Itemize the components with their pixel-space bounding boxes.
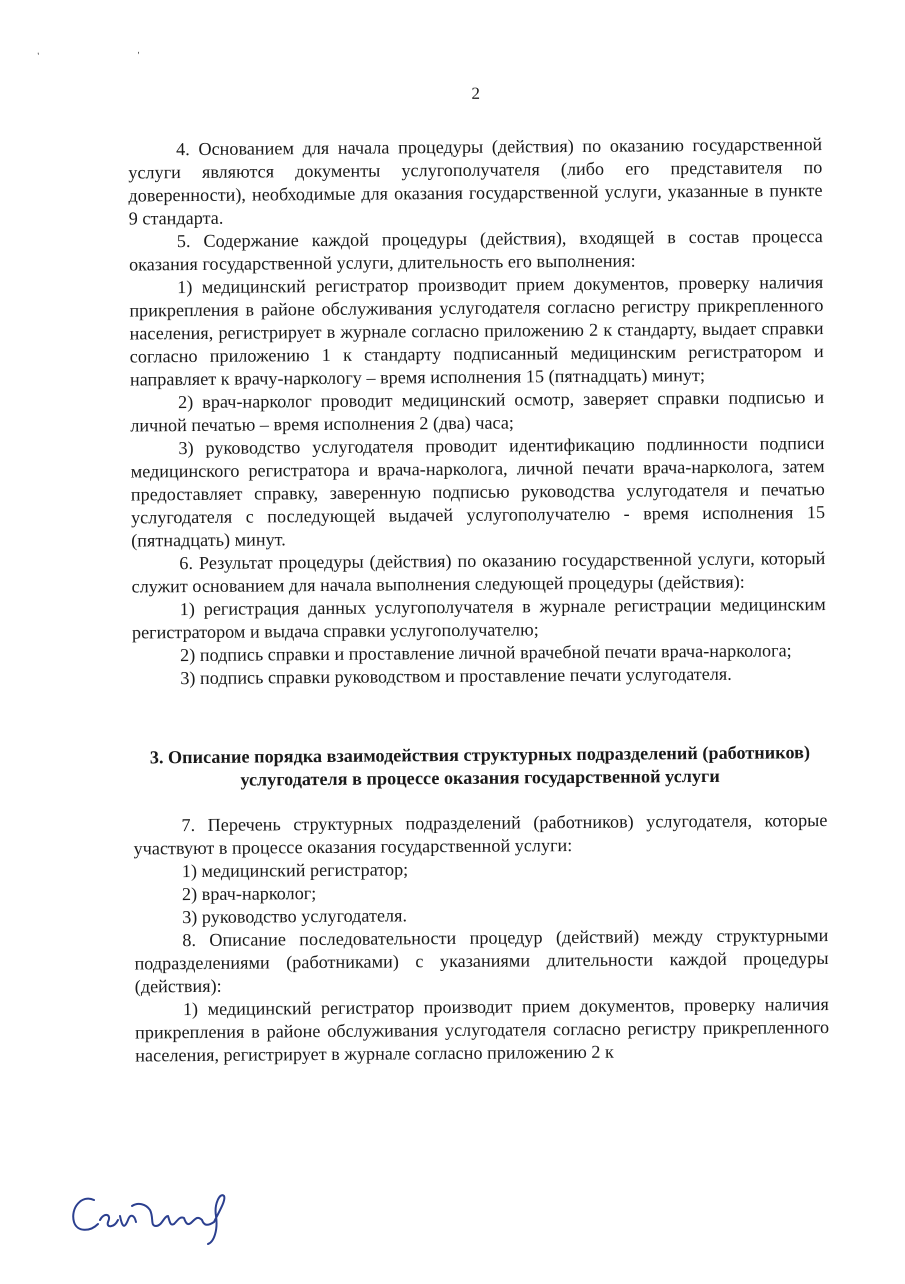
paragraph-5-item-3: 3) руководство услугодателя проводит идентификацию подлинности подписи медицинского регистратора и врача-нарколога, личной печати врача-нарколога, затем предоставляет справку, заверенную подписью руководства услугодателя и печатью услугодателя с последующей выдачей услугополучателю - время исполнения 15 (пятнадцать) минут. — [130, 433, 826, 551]
scan-specks: ' ' — [37, 50, 188, 63]
paragraph-4: 4. Основанием для начала процедуры (действия) по оказанию государственной услуги являются документы услугополучателя (либо его представителя по доверенности), необходимые для оказания государственной услуги, указанные в пункте 9 стандарта. — [128, 134, 823, 229]
paragraph-5-item-2: 2) врач-нарколог проводит медицинский осмотр, заверяет справки подписью и личной печатью – время исполнения 2 (два) часа; — [130, 387, 825, 436]
page-number: 2 — [471, 83, 481, 103]
paragraph-8: 8. Описание последовательности процедур (действий) между структурными подразделениями (работниками) с указаниями длительности каждой процедуры (действия): — [134, 925, 829, 997]
section-heading: 3. Описание порядка взаимодействия структурных подразделений (работников) услугодателя в процессе оказания государственной услуги — [149, 742, 811, 790]
paragraph-6-item-3: 3) подпись справки руководством и проставление печати услугодателя. — [180, 663, 732, 689]
document-body — [128, 133, 829, 1067]
paragraph-7-item-1: 1) медицинский регистратор; — [181, 859, 409, 882]
paragraph-6: 6. Результат процедуры (действия) по оказанию государственной услуги, который служит основанием для начала выполнения следующей процедуры (действия): — [131, 548, 826, 597]
paragraph-7-item-3: 3) руководство услугодателя. — [182, 905, 408, 928]
paragraph-7-item-2: 2) врач-нарколог; — [181, 883, 317, 905]
paragraph-6-item-1: 1) регистрация данных услугополучателя в журнале регистрации медицинским регистратором и выдача справки услугополучателю; — [131, 594, 826, 643]
paragraph-8-item-1: 1) медицинский регистратор производит прием документов, проверку наличия прикрепления в районе обслуживания услугодателя согласно регистру прикрепленного населения, регистрирует в журнале согласно приложению 2 к — [134, 994, 830, 1066]
paragraph-5: 5. Содержание каждой процедуры (действия), входящей в состав процесса оказания государственной услуги, длительность его выполнения: — [128, 226, 823, 275]
handwritten-signature — [64, 1186, 244, 1248]
paragraph-6-item-2: 2) подпись справки и проставление личной врачебной печати врача-нарколога; — [180, 640, 792, 666]
paragraph-5-item-1: 1) медицинский регистратор производит прием документов, проверку наличия прикрепления в районе обслуживания услугодателя согласно регистру прикрепленного населения, регистрирует в журнале согласно приложению 2 к стандарту, выдает справки согласно приложению 1 к стандарту подписанный медицинским регистратором и направляет к врачу-наркологу – время исполнения 15 (пятнадцать) минут; — [129, 272, 824, 390]
paragraph-7: 7. Перечень структурных подразделений (работников) услугодателя, которые участвуют в процессе оказания государственной услуги: — [133, 810, 828, 859]
